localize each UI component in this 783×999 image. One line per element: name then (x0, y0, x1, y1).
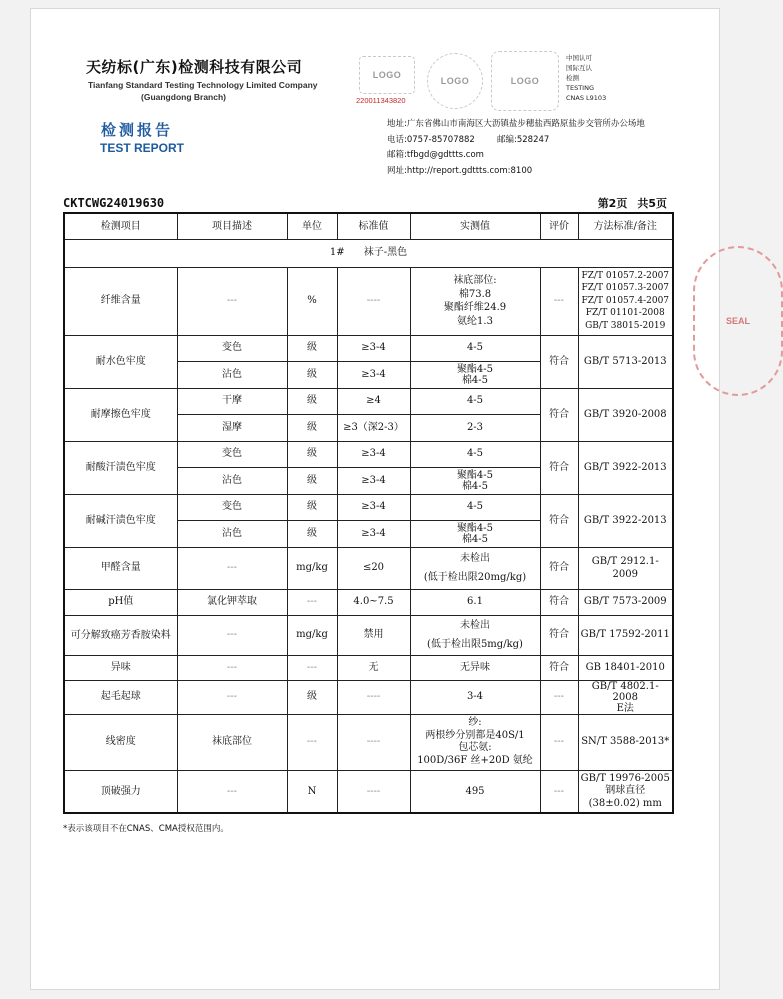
address: 地址:广东省佛山市南海区大沥镇盐步穗盐西路原盐步交管所办公场地 (387, 119, 645, 129)
table-row: 沾色 级 ≥3-4 聚酯4-5 棉4-5 (64, 520, 673, 547)
contact-info (387, 117, 645, 179)
report-page (30, 8, 750, 990)
col-header: 单位 (287, 213, 337, 239)
ilac-logo-placeholder: LOGO (427, 53, 483, 109)
col-header: 评价 (540, 213, 578, 239)
table-row: 沾色 级 ≥3-4 聚酯4-5 棉4-5 (64, 467, 673, 494)
cma-number: 220011343820 (356, 96, 406, 105)
sample-label: 1# 袜子-黑色 (64, 239, 673, 267)
report-title-cn: 检测报告 (101, 121, 174, 139)
cnas-caption: 中国认可 国际互认 检测 TESTING CNAS L9103 (566, 54, 607, 102)
table-row: 沾色 级 ≥3-4 聚酯4-5 棉4-5 (64, 361, 673, 388)
phone: 电话:0757-85707882 (387, 134, 475, 145)
table-row: 耐碱汗渍色牢度 变色 级 ≥3-4 4-5 符合 GB/T 3922-2013 (64, 494, 673, 520)
col-header: 方法标准/备注 (578, 213, 673, 239)
col-header: 检测项目 (64, 213, 177, 239)
email: 邮箱:tfbgd@gdttts.com (387, 150, 484, 161)
table-row: 纤维含量 --- % ---- 袜底部位: 棉73.8 聚酯纤维24.9 氨纶1.3 --- FZ/T 01057.2-2007 FZ/T 01057.3-2007 FZ/T 01057.4-2007 FZ/T 01101-2008 GB/T 38015-2019 (64, 267, 673, 335)
cma-logo-placeholder: LOGO (359, 56, 415, 94)
table-row: 耐水色牢度 变色 级 ≥3-4 4-5 符合 GB/T 5713-2013 (64, 335, 673, 361)
table-row: 异味 --- --- 无 无异味 符合 GB 18401-2010 (64, 655, 673, 680)
page-total: 共5页 (637, 197, 667, 210)
col-header: 项目描述 (177, 213, 287, 239)
postcode: 邮编:528247 (497, 134, 550, 145)
company-name-cn: 天纺标(广东)检测科技有限公司 (86, 58, 303, 76)
table-row: 起毛起球 --- 级 ---- 3-4 --- GB/T 4802.1-2008 E法 (64, 680, 673, 714)
table-row: 可分解致癌芳香胺染料 --- mg/kg 禁用 未检出 (低于检出限5mg/kg) 符合 GB/T 17592-2011 (64, 615, 673, 655)
company-branch: (Guangdong Branch) (141, 92, 226, 102)
table-row: pH值 氯化钾萃取 --- 4.0~7.5 6.1 符合 GB/T 7573-2009 (64, 589, 673, 615)
col-header: 实测值 (410, 213, 540, 239)
table-row: 湿摩 级 ≥3（深2-3） 2-3 (64, 414, 673, 441)
table-row: 耐酸汗渍色牢度 变色 级 ≥3-4 4-5 符合 GB/T 3922-2013 (64, 441, 673, 467)
company-name-en: Tianfang Standard Testing Technology Limited Company (88, 80, 318, 90)
table-row: 耐摩擦色牢度 干摩 级 ≥4 4-5 符合 GB/T 3920-2008 (64, 388, 673, 414)
report-number: CKTCWG24019630 (63, 196, 165, 210)
table-row: 线密度 袜底部位 --- ---- 纱: 两根纱分别都是40S/1 包芯氨: 100D/36F 丝+20D 氨纶 --- SN/T 3588-2013* (64, 714, 673, 770)
table-row: 甲醛含量 --- mg/kg ≤20 未检出 (低于检出限20mg/kg) 符合 GB/T 2912.1-2009 (64, 547, 673, 589)
cnas-logo-placeholder: LOGO (491, 51, 559, 111)
website: 网址:http://report.gdttts.com:8100 (387, 165, 533, 176)
table-row: 顶破强力 --- N ---- 495 --- GB/T 19976-2005 钢球直径 (38±0.02) mm (64, 770, 673, 813)
sample-row (64, 239, 673, 267)
test-results-table (63, 212, 674, 814)
page-number: 第2页 (597, 197, 628, 210)
col-header: 标准值 (337, 213, 410, 239)
page-indicator (598, 195, 667, 211)
seal-placeholder: SEAL (693, 246, 783, 396)
report-title-en: TEST REPORT (100, 141, 185, 155)
table-header-row (64, 213, 673, 239)
footnote: *表示该项目不在CNAS、CMA授权范围内。 (63, 824, 229, 834)
